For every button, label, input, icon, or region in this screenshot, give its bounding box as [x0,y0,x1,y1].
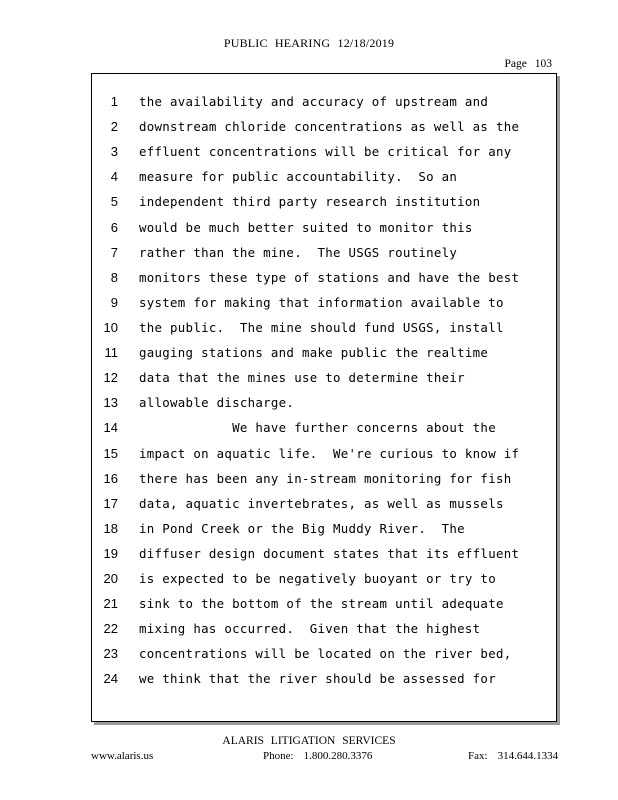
line-number: 15 [103,446,118,461]
footer-company-name: ALARIS LITIGATION SERVICES [222,735,396,747]
line-number: 1 [110,94,118,109]
footer-website-link[interactable]: www.alaris.us [91,750,154,762]
phone-number: 1.800.280.3376 [303,750,373,762]
line-number: 6 [110,220,118,235]
line-text: measure for public accountability. So an [139,169,458,184]
line-text: would be much better suited to monitor this [139,220,473,235]
page-number [505,58,552,70]
line-number: 19 [103,546,118,561]
line-number: 9 [110,295,118,310]
line-text: allowable discharge. [139,395,295,410]
line-number: 18 [103,521,118,536]
page-header-title: PUBLIC HEARING 12/18/2019 [223,36,395,50]
line-number: 8 [110,270,118,285]
footer-fax [468,750,558,762]
line-text: monitors these type of stations and have the best [139,270,520,285]
line-number: 24 [103,671,118,686]
line-text: downstream chloride concentrations as well as the [139,119,520,134]
transcript-frame [91,73,557,722]
line-text: gauging stations and make public the realtime [139,345,489,360]
line-number: 12 [103,370,118,385]
line-number: 2 [110,119,118,134]
line-number: 7 [110,245,118,260]
line-text: the public. The mine should fund USGS, install [139,320,504,335]
line-text: in Pond Creek or the Big Muddy River. The [139,521,465,536]
line-number: 17 [103,496,118,511]
line-text: there has been any in-stream monitoring for fish [139,471,512,486]
fax-number: 314.644.1334 [497,750,559,762]
line-number: 11 [104,345,118,360]
line-number: 4 [110,169,118,184]
line-text: diffuser design document states that its effluent [139,546,520,561]
line-number: 13 [103,395,118,410]
line-number: 3 [110,144,118,159]
line-number: 20 [103,571,118,586]
line-text: concentrations will be located on the river bed, [139,646,512,661]
line-text: sink to the bottom of the stream until adequate [139,596,504,611]
line-text: independent third party research institution [139,194,481,209]
phone-label: Phone: [263,750,294,762]
line-text: we think that the river should be assessed for [139,671,496,686]
line-text: impact on aquatic life. We're curious to know if [139,446,520,461]
line-text: data that the mines use to determine their [139,370,465,385]
line-text: rather than the mine. The USGS routinely [139,245,458,260]
line-text: data, aquatic invertebrates, as well as mussels [139,496,504,511]
line-number: 21 [103,596,118,611]
line-text: the availability and accuracy of upstream and [139,94,489,109]
line-number: 10 [103,320,118,335]
line-number: 23 [103,646,118,661]
line-text: is expected to be negatively buoyant or try to [139,571,496,586]
page-label: Page [504,58,527,70]
line-text: We have further concerns about the [139,420,496,435]
fax-label: Fax: [468,750,488,762]
footer-phone [263,750,372,762]
line-text: system for making that information available to [139,295,504,310]
line-text: mixing has occurred. Given that the highest [139,621,481,636]
line-number: 16 [103,471,118,486]
line-number: 14 [103,420,118,435]
line-number: 22 [103,621,118,636]
line-text: effluent concentrations will be critical for any [139,144,512,159]
line-number: 5 [110,194,118,209]
page-number-value: 103 [534,58,552,70]
